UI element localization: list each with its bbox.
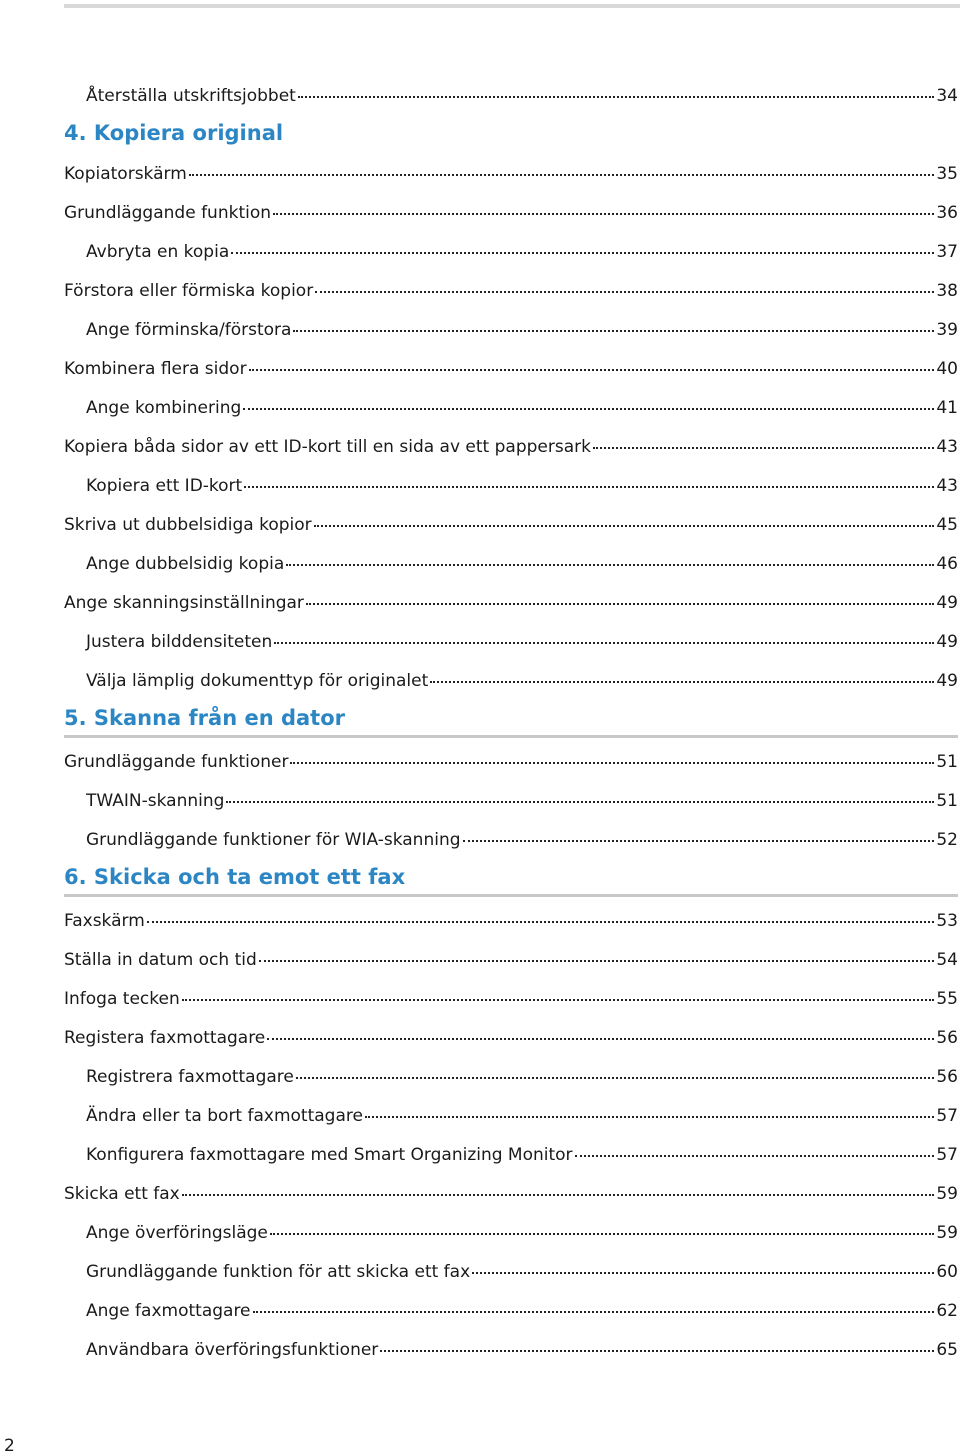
dot-leader	[147, 921, 935, 923]
toc-entry-title: Faxskärm	[64, 911, 145, 931]
dot-leader	[182, 999, 935, 1001]
toc-entry-page: 52	[936, 830, 958, 850]
dot-leader	[253, 1311, 935, 1313]
toc-entry[interactable]	[64, 791, 958, 811]
toc-entry-page: 51	[936, 752, 958, 772]
dot-leader	[463, 840, 935, 842]
toc-entry-page: 49	[936, 671, 958, 691]
dot-leader	[243, 408, 934, 410]
toc-entry[interactable]	[64, 359, 958, 379]
page-number: 2	[4, 1436, 15, 1456]
toc-entry[interactable]	[64, 1301, 958, 1321]
dot-leader	[189, 174, 935, 176]
toc-entry-title: Användbara överföringsfunktioner	[86, 1340, 379, 1360]
toc-entry-page: 65	[936, 1340, 958, 1360]
toc-entry-page: 45	[936, 515, 958, 535]
toc-entry[interactable]	[64, 671, 958, 691]
toc-entry-page: 40	[936, 359, 958, 379]
dot-leader	[380, 1350, 934, 1352]
toc-entry-title: Välja lämplig dokumenttyp för originalet	[86, 671, 429, 691]
chapter-heading[interactable]: 5. Skanna från en dator	[64, 705, 958, 738]
toc-entry-title: Kopiera ett ID-kort	[86, 476, 243, 496]
toc-entry[interactable]	[64, 1106, 958, 1126]
toc-entry-page: 55	[936, 989, 958, 1009]
dot-leader	[296, 1077, 934, 1079]
toc-entry[interactable]	[64, 164, 958, 184]
toc-entry-title: Ange faxmottagare	[86, 1301, 251, 1321]
table-of-contents	[64, 86, 958, 1360]
toc-entry-title: Grundläggande funktion	[64, 203, 272, 223]
dot-leader	[267, 1038, 934, 1040]
toc-entry-page: 35	[936, 164, 958, 184]
toc-entry-title: Ange dubbelsidig kopia	[86, 554, 285, 574]
toc-entry[interactable]	[64, 911, 958, 931]
toc-entry[interactable]	[64, 1262, 958, 1282]
top-rule	[64, 4, 960, 8]
toc-entry-title: Förstora eller förmiska kopior	[64, 281, 314, 301]
dot-leader	[306, 603, 934, 605]
chapter-heading[interactable]: 4. Kopiera original	[64, 121, 284, 145]
toc-entry-page: 62	[936, 1301, 958, 1321]
toc-entry-title: Ange skanningsinställningar	[64, 593, 304, 613]
toc-entry-title: Registrera faxmottagare	[86, 1067, 294, 1087]
toc-entry-title: Ange kombinering	[86, 398, 242, 418]
toc-entry-title: Registera faxmottagare	[64, 1028, 266, 1048]
toc-entry-title: Grundläggande funktioner	[64, 752, 289, 772]
toc-entry-title: Kopiera båda sidor av ett ID-kort till en sida av ett pappersark	[64, 437, 591, 457]
toc-entry-page: 37	[936, 242, 958, 262]
toc-entry-page: 36	[936, 203, 958, 223]
toc-entry-page: 43	[936, 476, 958, 496]
toc-entry-page: 54	[936, 950, 958, 970]
toc-entry-title: Återställa utskriftsjobbet	[86, 86, 296, 106]
dot-leader	[182, 1194, 935, 1196]
toc-entry[interactable]	[64, 1145, 958, 1165]
toc-entry[interactable]	[64, 515, 958, 535]
toc-entry[interactable]	[64, 203, 958, 223]
toc-entry-title: Justera bilddensiteten	[86, 632, 273, 652]
dot-leader	[286, 564, 934, 566]
toc-entry-page: 59	[936, 1223, 958, 1243]
toc-entry[interactable]	[64, 437, 958, 457]
toc-entry-title: TWAIN-skanning	[86, 791, 225, 811]
toc-entry[interactable]	[64, 950, 958, 970]
toc-entry[interactable]	[64, 554, 958, 574]
toc-entry[interactable]	[64, 1184, 958, 1204]
toc-entry-page: 43	[936, 437, 958, 457]
toc-entry[interactable]	[64, 632, 958, 652]
toc-entry-title: Grundläggande funktion för att skicka ett fax	[86, 1262, 471, 1282]
toc-entry-title: Ställa in datum och tid	[64, 950, 257, 970]
toc-entry[interactable]	[64, 1340, 958, 1360]
toc-entry-title: Kombinera flera sidor	[64, 359, 247, 379]
toc-entry-title: Grundläggande funktioner för WIA-skanning	[86, 830, 461, 850]
toc-entry[interactable]	[64, 989, 958, 1009]
toc-entry-page: 46	[936, 554, 958, 574]
toc-entry-title: Skicka ett fax	[64, 1184, 180, 1204]
dot-leader	[314, 525, 935, 527]
toc-entry-page: 51	[936, 791, 958, 811]
dot-leader	[244, 486, 934, 488]
toc-entry-page: 49	[936, 632, 958, 652]
toc-entry[interactable]	[64, 752, 958, 772]
dot-leader	[270, 1233, 934, 1235]
dot-leader	[226, 801, 934, 803]
toc-entry[interactable]	[64, 242, 958, 262]
toc-entry-page: 56	[936, 1067, 958, 1087]
toc-entry-title: Kopiatorskärm	[64, 164, 187, 184]
toc-entry[interactable]	[64, 476, 958, 496]
toc-entry-page: 57	[936, 1106, 958, 1126]
toc-entry-page: 38	[936, 281, 958, 301]
toc-entry-page: 49	[936, 593, 958, 613]
toc-entry[interactable]	[64, 1028, 958, 1048]
dot-leader	[365, 1116, 934, 1118]
dot-leader	[293, 330, 934, 332]
toc-entry-page: 60	[936, 1262, 958, 1282]
dot-leader	[472, 1272, 934, 1274]
toc-entry-title: Infoga tecken	[64, 989, 180, 1009]
dot-leader	[430, 681, 934, 683]
toc-entry[interactable]	[64, 86, 958, 106]
dot-leader	[298, 96, 935, 98]
toc-entry-title: Ange överföringsläge	[86, 1223, 268, 1243]
dot-leader	[231, 252, 934, 254]
toc-entry[interactable]	[64, 1067, 958, 1087]
toc-entry-title: Ange förminska/förstora	[86, 320, 292, 340]
toc-entry[interactable]	[64, 1223, 958, 1243]
toc-entry-page: 39	[936, 320, 958, 340]
chapter-heading[interactable]: 6. Skicka och ta emot ett fax	[64, 864, 958, 897]
toc-entry[interactable]	[64, 320, 958, 340]
toc-entry-title: Skriva ut dubbelsidiga kopior	[64, 515, 312, 535]
dot-leader	[259, 960, 935, 962]
toc-entry[interactable]	[64, 398, 958, 418]
dot-leader	[575, 1155, 935, 1157]
dot-leader	[249, 369, 935, 371]
toc-entry-page: 57	[936, 1145, 958, 1165]
toc-entry-page: 53	[936, 911, 958, 931]
toc-entry-title: Avbryta en kopia	[86, 242, 230, 262]
toc-entry-page: 59	[936, 1184, 958, 1204]
toc-entry[interactable]	[64, 593, 958, 613]
toc-entry[interactable]	[64, 830, 958, 850]
toc-entry-title: Ändra eller ta bort faxmottagare	[86, 1106, 363, 1126]
dot-leader	[273, 213, 934, 215]
dot-leader	[315, 291, 934, 293]
toc-entry[interactable]	[64, 281, 958, 301]
dot-leader	[290, 762, 934, 764]
toc-entry-page: 41	[936, 398, 958, 418]
dot-leader	[593, 447, 934, 449]
toc-entry-page: 34	[936, 86, 958, 106]
toc-entry-page: 56	[936, 1028, 958, 1048]
dot-leader	[274, 642, 934, 644]
toc-entry-title: Konfigurera faxmottagare med Smart Organizing Monitor	[86, 1145, 573, 1165]
